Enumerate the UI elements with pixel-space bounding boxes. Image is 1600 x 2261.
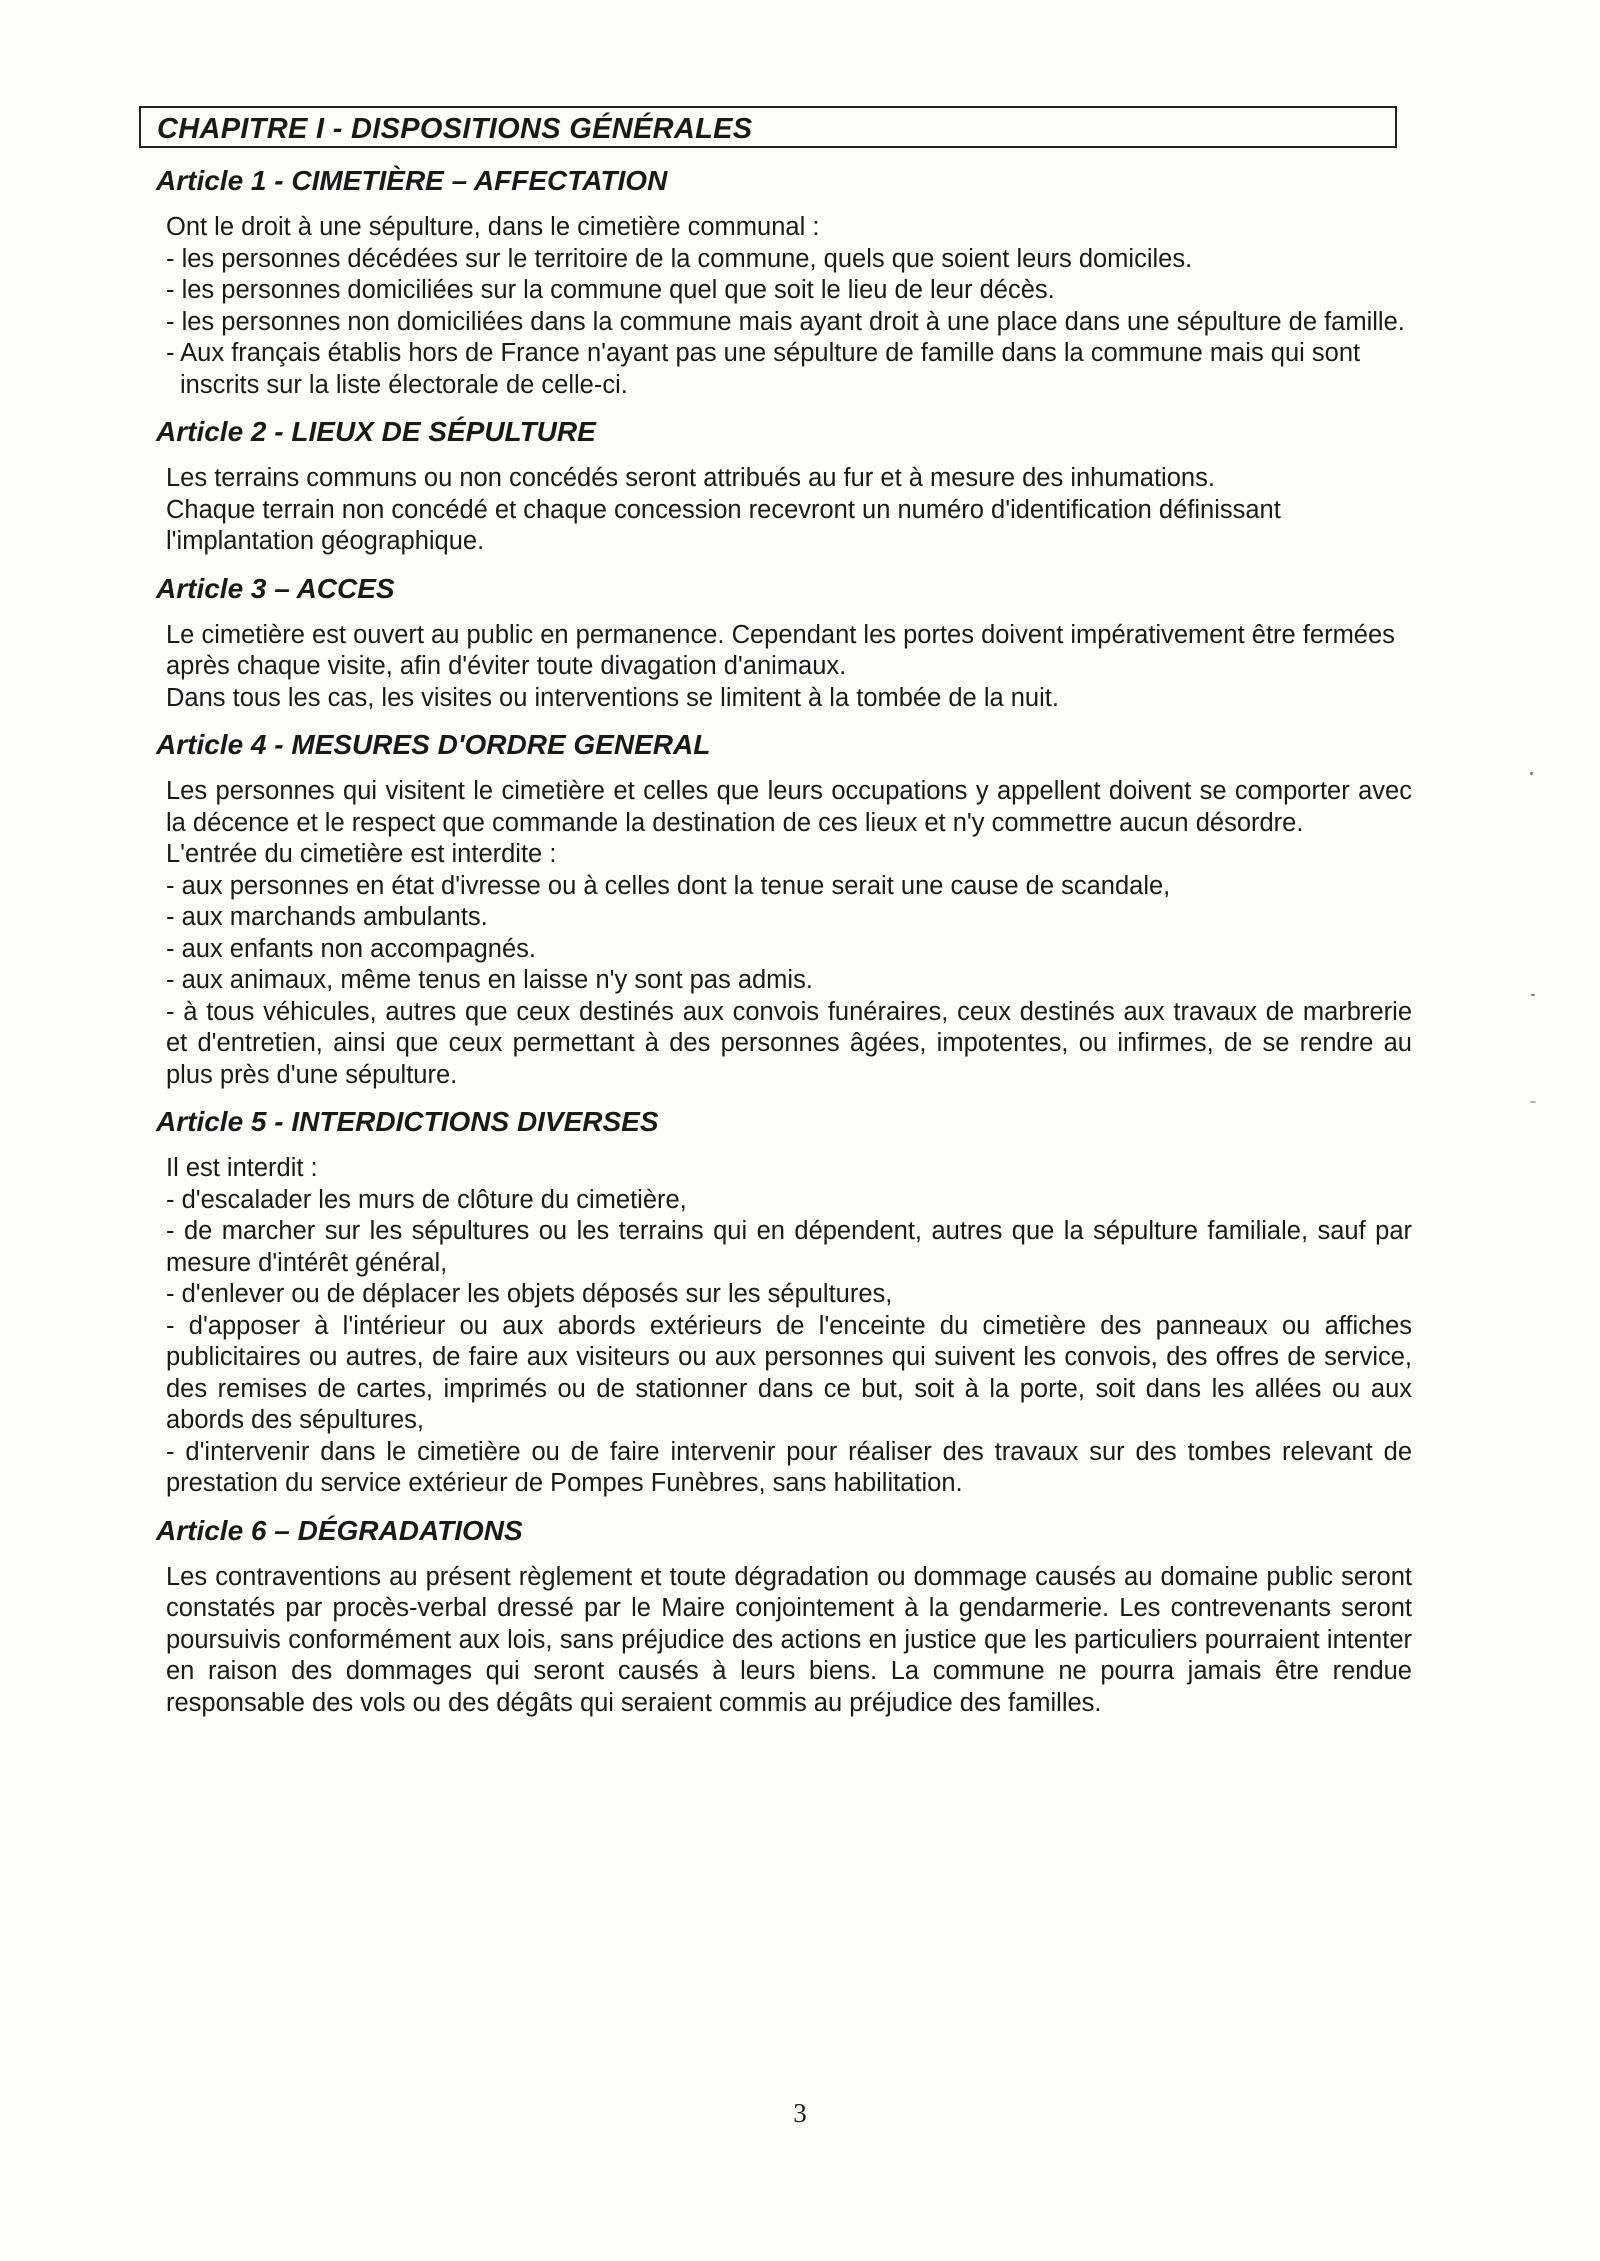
article-2	[152, 415, 1412, 558]
list-item: - Aux français établis hors de France n'ayant pas une sépulture de famille dans la commune mais qui sont inscrits sur la liste électorale de celle-ci.	[166, 339, 1361, 399]
document-body	[152, 164, 1412, 1733]
article-heading: Article 1 - CIMETIÈRE – AFFECTATION	[156, 165, 668, 196]
list-item: - aux animaux, même tenus en laisse n'y sont pas admis.	[166, 966, 813, 994]
list-item: - d'enlever ou de déplacer les objets déposés sur les sépultures,	[166, 1280, 893, 1308]
article-body	[166, 463, 1412, 558]
article-heading: Article 2 - LIEUX DE SÉPULTURE	[156, 416, 596, 447]
article-3	[152, 572, 1412, 715]
list-item: - aux marchands ambulants.	[166, 903, 488, 931]
paragraph-line: Dans tous les cas, les visites ou interventions se limitent à la tombée de la nuit.	[166, 683, 1059, 712]
article-1	[152, 164, 1412, 401]
article-5	[152, 1105, 1412, 1500]
list-item: - les personnes non domiciliées dans la commune mais ayant droit à une place dans une sépulture de famille.	[166, 307, 1405, 336]
list-item: - d'apposer à l'intérieur ou aux abords extérieurs de l'enceinte du cimetière des panneaux ou affiches publicitaires ou autres, de faire aux visiteurs ou aux personnes qui suivent les convois, des offres de service, des remises de cartes, imprimés ou de stationner dans ce but, soit à la porte, soit dans les allées ou aux abords des sépultures,	[166, 1311, 1412, 1434]
article-heading: Article 4 - MESURES D'ORDRE GENERAL	[156, 729, 711, 760]
scan-speck	[1531, 994, 1535, 996]
page-number: 3	[793, 2098, 807, 2128]
article-body	[166, 1562, 1412, 1720]
article-body	[166, 620, 1412, 715]
article-body	[166, 1153, 1412, 1500]
paragraph-line: L'entrée du cimetière est interdite :	[166, 840, 557, 868]
chapter-title: CHAPITRE I - DISPOSITIONS GÉNÉRALES	[157, 113, 753, 145]
list-item: - les personnes domiciliées sur la commune quel que soit le lieu de leur décès.	[166, 276, 1055, 304]
article-6	[152, 1514, 1412, 1720]
chapter-header-box	[139, 106, 1397, 148]
list-item: - les personnes décédées sur le territoire de la commune, quels que soient leurs domiciles.	[166, 244, 1193, 273]
scan-speck	[1530, 1101, 1536, 1103]
list-item: - à tous véhicules, autres que ceux destinés aux convois funéraires, ceux destinés aux travaux de marbrerie et d'entretien, ainsi que ceux permettant à des personnes âgées, impotentes, ou infirmes, de se rendre au plus près d'une sépulture.	[166, 997, 1412, 1089]
paragraph-line: Ont le droit à une sépulture, dans le cimetière communal :	[166, 213, 820, 241]
paragraph-line: Il est interdit :	[166, 1154, 318, 1182]
article-heading: Article 6 – DÉGRADATIONS	[156, 1514, 523, 1546]
paragraph-line: Le cimetière est ouvert au public en permanence. Cependant les portes doivent impérativement être fermées après chaque visite, afin d'éviter toute divagation d'animaux.	[166, 620, 1395, 680]
article-4	[152, 728, 1412, 1091]
article-heading: Article 3 – ACCES	[156, 572, 395, 604]
paragraph-line: Les terrains communs ou non concédés seront attribués au fur et à mesure des inhumations.	[166, 464, 1215, 492]
paragraph-line: Les personnes qui visitent le cimetière et celles que leurs occupations y appellent doivent se comporter avec la décence et le respect que commande la destination de ces lieux et n'y commettre aucun désordre.	[166, 777, 1412, 837]
article-heading: Article 5 - INTERDICTIONS DIVERSES	[156, 1106, 659, 1137]
list-item: - aux personnes en état d'ivresse ou à celles dont la tenue serait une cause de scandale,	[166, 871, 1171, 900]
article-body	[166, 212, 1412, 401]
list-item: - d'intervenir dans le cimetière ou de faire intervenir pour réaliser des travaux sur des tombes relevant de prestation du service extérieur de Pompes Funèbres, sans habilitation.	[166, 1437, 1412, 1497]
paragraph-line: Les contraventions au présent règlement et toute dégradation ou dommage causés au domaine public seront constatés par procès-verbal dressé par le Maire conjointement à la gendarmerie. Les contrevenants seront poursuivis conformément aux lois, sans préjudice des actions en justice que les particuliers pourraient intenter en raison des dommages qui seront causés à leurs biens. La commune ne pourra jamais être rendue responsable des vols ou des dégâts qui seraient commis au préjudice des familles.	[166, 1562, 1412, 1717]
list-item: - d'escalader les murs de clôture du cimetière,	[166, 1185, 687, 1214]
list-item: - de marcher sur les sépultures ou les terrains qui en dépendent, autres que la sépulture familiale, sauf par mesure d'intérêt général,	[166, 1217, 1412, 1277]
paragraph-line: Chaque terrain non concédé et chaque concession recevront un numéro d'identification définissant l'implantation géographique.	[166, 495, 1281, 555]
scan-speck	[1530, 772, 1533, 775]
list-item: - aux enfants non accompagnés.	[166, 934, 536, 963]
article-body	[166, 776, 1412, 1091]
